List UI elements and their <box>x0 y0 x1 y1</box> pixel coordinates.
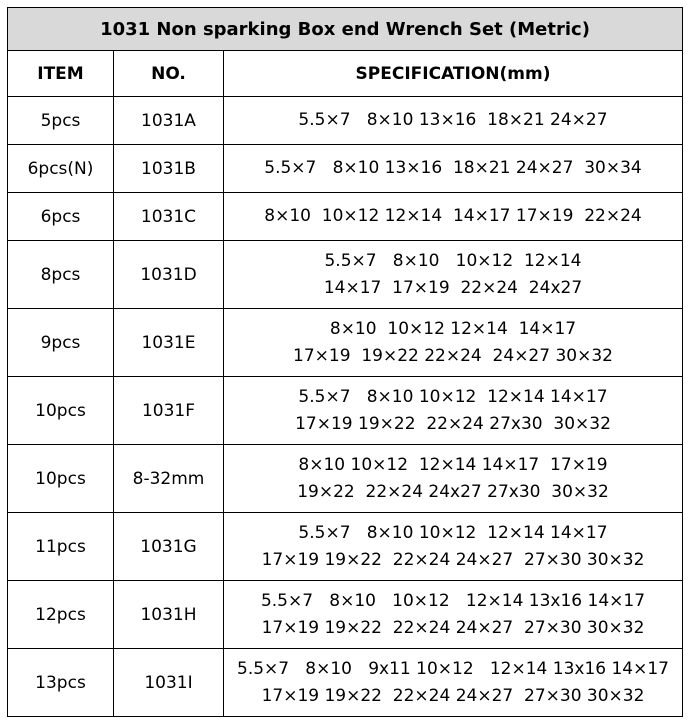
table-row <box>8 581 683 649</box>
spec-line: 8×10 10×12 12×14 14×17 17×19 <box>298 454 608 475</box>
spec-cell <box>224 193 683 241</box>
item-cell: 11pcs <box>8 513 114 581</box>
spec-line: 5.5×7 8×10 9x11 10×12 12×14 13x16 14×17 <box>237 658 669 679</box>
spec-line: 17×19 19×22 22×24 27x30 30×32 <box>295 413 611 434</box>
spec-line: 17×19 19×22 22×24 24×27 27×30 30×32 <box>261 549 645 570</box>
spec-line: 5.5×7 8×10 13×16 18×21 24×27 30×34 <box>264 158 642 178</box>
header-row <box>8 51 683 97</box>
spec-line: 17×19 19×22 22×24 24×27 27×30 30×32 <box>261 617 645 638</box>
header-no: NO. <box>114 51 224 97</box>
number-cell: 1031G <box>114 513 224 581</box>
item-cell: 6pcs(N) <box>8 145 114 193</box>
number-cell: 1031A <box>114 97 224 145</box>
table-body <box>8 97 683 717</box>
table-row <box>8 377 683 445</box>
spec-line: 5.5×7 8×10 10×12 12×14 14×17 <box>298 522 608 543</box>
number-cell: 1031I <box>114 649 224 717</box>
spec-line: 17×19 19×22 22×24 24×27 30×32 <box>293 345 613 366</box>
table-title: 1031 Non sparking Box end Wrench Set (Metric) <box>8 8 683 51</box>
spec-cell <box>224 241 683 309</box>
table-row <box>8 97 683 145</box>
spec-cell <box>224 445 683 513</box>
table-row <box>8 145 683 193</box>
spec-line: 19×22 22×24 24x27 27x30 30×32 <box>297 481 609 502</box>
spec-cell <box>224 649 683 717</box>
table-row <box>8 445 683 513</box>
spec-cell <box>224 377 683 445</box>
item-cell: 10pcs <box>8 377 114 445</box>
number-cell: 1031B <box>114 145 224 193</box>
header-item: ITEM <box>8 51 114 97</box>
wrench-spec-table <box>7 7 683 717</box>
item-cell: 12pcs <box>8 581 114 649</box>
spec-line: 5.5×7 8×10 10×12 12×14 <box>324 250 582 271</box>
item-cell: 5pcs <box>8 97 114 145</box>
spec-cell <box>224 513 683 581</box>
table-row <box>8 241 683 309</box>
header-spec: SPECIFICATION(mm) <box>224 51 683 97</box>
spec-cell <box>224 145 683 193</box>
number-cell: 1031C <box>114 193 224 241</box>
spec-line: 8×10 10×12 12×14 14×17 17×19 22×24 <box>264 206 642 226</box>
number-cell: 1031H <box>114 581 224 649</box>
spec-line: 14×17 17×19 22×24 24x27 <box>323 277 583 298</box>
number-cell: 8-32mm <box>114 445 224 513</box>
item-cell: 8pcs <box>8 241 114 309</box>
item-cell: 6pcs <box>8 193 114 241</box>
spec-line: 5.5×7 8×10 13×16 18×21 24×27 <box>298 110 608 130</box>
number-cell: 1031F <box>114 377 224 445</box>
table-row <box>8 309 683 377</box>
item-cell: 10pcs <box>8 445 114 513</box>
number-cell: 1031E <box>114 309 224 377</box>
item-cell: 13pcs <box>8 649 114 717</box>
item-cell: 9pcs <box>8 309 114 377</box>
table-title-row <box>8 8 683 51</box>
spec-line: 8×10 10×12 12×14 14×17 <box>329 318 577 339</box>
spec-line: 17×19 19×22 22×24 24×27 27×30 30×32 <box>261 685 645 706</box>
spec-line: 5.5×7 8×10 10×12 12×14 14×17 <box>298 386 608 407</box>
spec-cell <box>224 309 683 377</box>
table-row <box>8 193 683 241</box>
spec-line: 5.5×7 8×10 10×12 12×14 13x16 14×17 <box>260 590 646 611</box>
number-cell: 1031D <box>114 241 224 309</box>
spec-cell <box>224 581 683 649</box>
table-row <box>8 513 683 581</box>
spec-cell <box>224 97 683 145</box>
table-row <box>8 649 683 717</box>
